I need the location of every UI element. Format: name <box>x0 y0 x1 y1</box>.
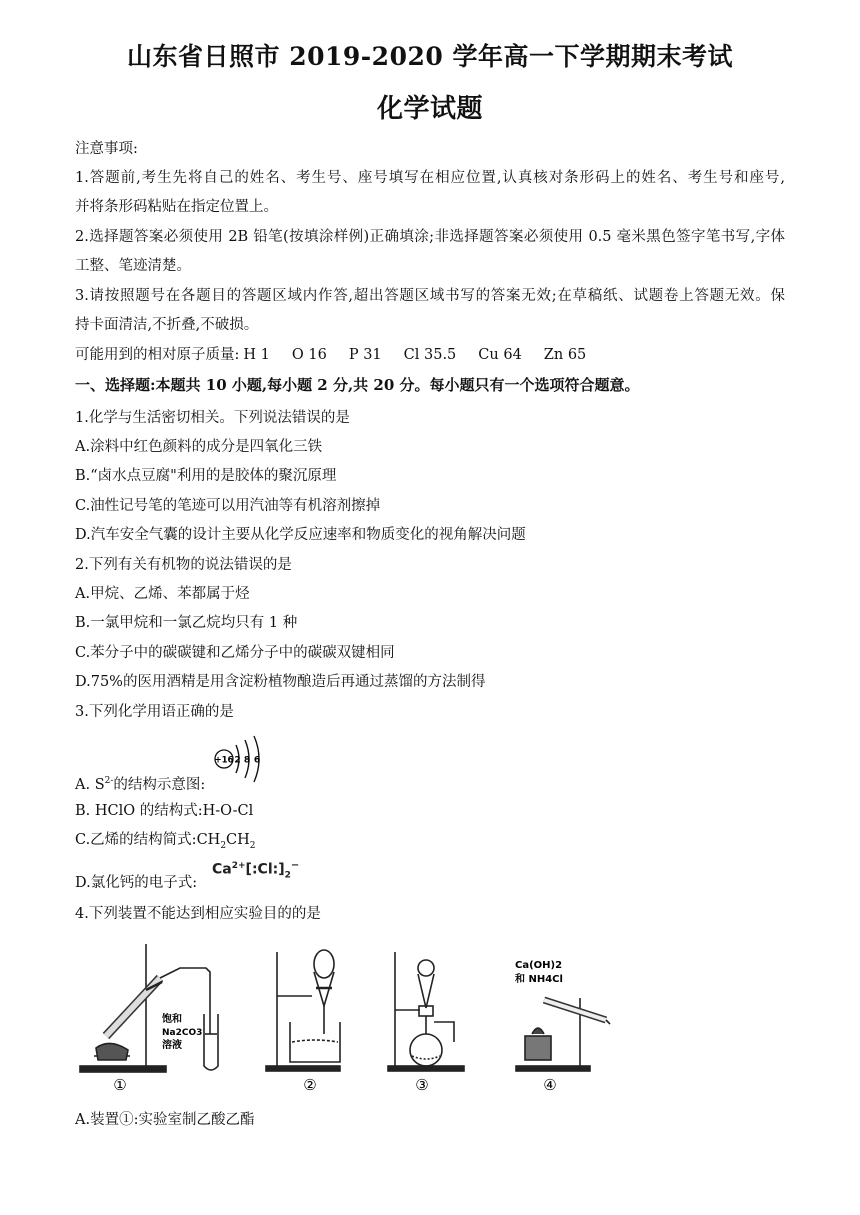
atomic-mass-item: O 16 <box>291 347 327 363</box>
fig1-label-solution: 溶液 <box>162 1040 182 1051</box>
exam-subtitle: 化学试题 <box>376 94 483 124</box>
nucleus-charge: +16 <box>214 755 234 766</box>
fig4-label-caoh2: Ca(OH)2 <box>515 960 563 971</box>
subscript: 2 <box>249 840 256 851</box>
formula-calcium: Ca <box>212 861 232 878</box>
q3-option-c <box>75 830 256 856</box>
atomic-masses <box>75 345 608 365</box>
q4-option-a: A.装置①:实验室制乙酸乙酯 <box>75 1112 255 1128</box>
q1-option-c: C.油性记号笔的笔迹可以用汽油等有机溶剂擦掉 <box>75 498 381 514</box>
fig-number: ① <box>113 1076 127 1094</box>
fig1-label-saturated: 饱和 <box>162 1014 182 1025</box>
q3-stem: 3.下列化学用语正确的是 <box>75 704 234 720</box>
atomic-masses-label: 可能用到的相对原子质量: <box>75 347 240 363</box>
q4-stem: 4.下列装置不能达到相应实验目的的是 <box>75 906 321 922</box>
apparatus-figure <box>70 938 630 1100</box>
shell-electron-count: 2 <box>234 755 241 766</box>
fig-number: ② <box>303 1076 317 1094</box>
sulfide-ion-structure-diagram <box>212 733 268 785</box>
q1-option-d: D.汽车安全气囊的设计主要从化学反应速率和物质变化的视角解决问题 <box>75 527 526 543</box>
q3-option-a <box>75 771 205 795</box>
fig4-label-nh4cl: 和 NH4Cl <box>515 974 563 985</box>
formula-charge: − <box>290 860 300 871</box>
exam-title: 山东省日照市 2019-2020 学年高一下学期期末考试 <box>127 42 733 71</box>
q2-option-c: C.苯分子中的碳碳键和乙烯分子中的碳碳双键相同 <box>75 645 395 661</box>
q3-option-c-prefix: C.乙烯的结构简式:CH <box>75 832 221 848</box>
q3-option-c-mid: CH <box>226 832 250 848</box>
shell-electron-count: 8 <box>243 755 251 766</box>
calcium-chloride-electron-formula <box>212 860 299 880</box>
notice-item2-line2: 工整、笔迹清楚。 <box>75 258 191 274</box>
fig-number: ③ <box>415 1076 429 1094</box>
apparatus-3 <box>388 952 464 1071</box>
atomic-mass-item: Cu 64 <box>478 347 522 363</box>
atomic-mass-item: Cl 35.5 <box>403 347 457 363</box>
q3-option-b: B. HClO 的结构式:H-O-Cl <box>75 803 254 819</box>
notice-item1-line1: 1.答题前,考生先将自己的姓名、考生号、座号填写在相应位置,认真核对条形码上的姓名、考生号和座号, <box>75 170 785 186</box>
apparatus-1 <box>80 944 218 1072</box>
q3-option-a-suffix: 的结构示意图: <box>113 776 206 793</box>
notice-item2-line1: 2.选择题答案必须使用 2B 铅笔(按填涂样例)正确填涂;非选择题答案必须使用 0.5 毫米黑色签字笔书写,字体 <box>75 229 785 245</box>
formula-subscript: 2 <box>284 870 291 881</box>
q1-option-a: A.涂料中红色颜料的成分是四氧化三铁 <box>75 439 323 455</box>
q1-stem: 1.化学与生活密切相关。下列说法错误的是 <box>75 410 350 426</box>
apparatus-4 <box>516 998 610 1071</box>
atomic-mass-item: Zn 65 <box>543 347 587 363</box>
charge-superscript: 2- <box>104 776 114 786</box>
q2-stem: 2.下列有关有机物的说法错误的是 <box>75 557 292 573</box>
q3-option-a-prefix: A. S <box>75 776 105 793</box>
fig1-label-na2co3: Na2CO3 <box>162 1028 203 1038</box>
q2-option-d: D.75%的医用酒精是用含淀粉植物酿造后再通过蒸馏的方法制得 <box>75 674 486 690</box>
notice-item3-line1: 3.请按照题号在各题目的答题区域内作答,超出答题区域书写的答案无效;在草稿纸、试题卷上答题无效。保 <box>75 288 785 304</box>
shell-electron-count: 6 <box>253 755 261 766</box>
atomic-mass-item: P 31 <box>348 347 382 363</box>
notice-heading: 注意事项: <box>75 141 138 157</box>
formula-chloride: [:Cl:] <box>245 861 285 878</box>
notice-item3-line2: 持卡面清洁,不折叠,不破损。 <box>75 317 259 333</box>
section1-heading: 一、选择题:本题共 10 小题,每小题 2 分,共 20 分。每小题只有一个选项符合题意。 <box>75 376 640 394</box>
formula-calcium-charge: 2+ <box>231 861 246 871</box>
q2-option-a: A.甲烷、乙烯、苯都属于烃 <box>75 586 250 602</box>
atomic-mass-item: H 1 <box>243 347 270 363</box>
subscript: 2 <box>220 840 227 851</box>
q2-option-b: B.一氯甲烷和一氯乙烷均只有 1 种 <box>75 615 298 631</box>
q3-option-d: D.氯化钙的电子式: <box>75 875 198 891</box>
fig-number: ④ <box>543 1076 557 1094</box>
apparatus-2 <box>266 950 340 1071</box>
q1-option-b: B.“卤水点豆腐"利用的是胶体的聚沉原理 <box>75 468 337 484</box>
notice-item1-line2: 并将条形码粘贴在指定位置上。 <box>75 199 278 215</box>
